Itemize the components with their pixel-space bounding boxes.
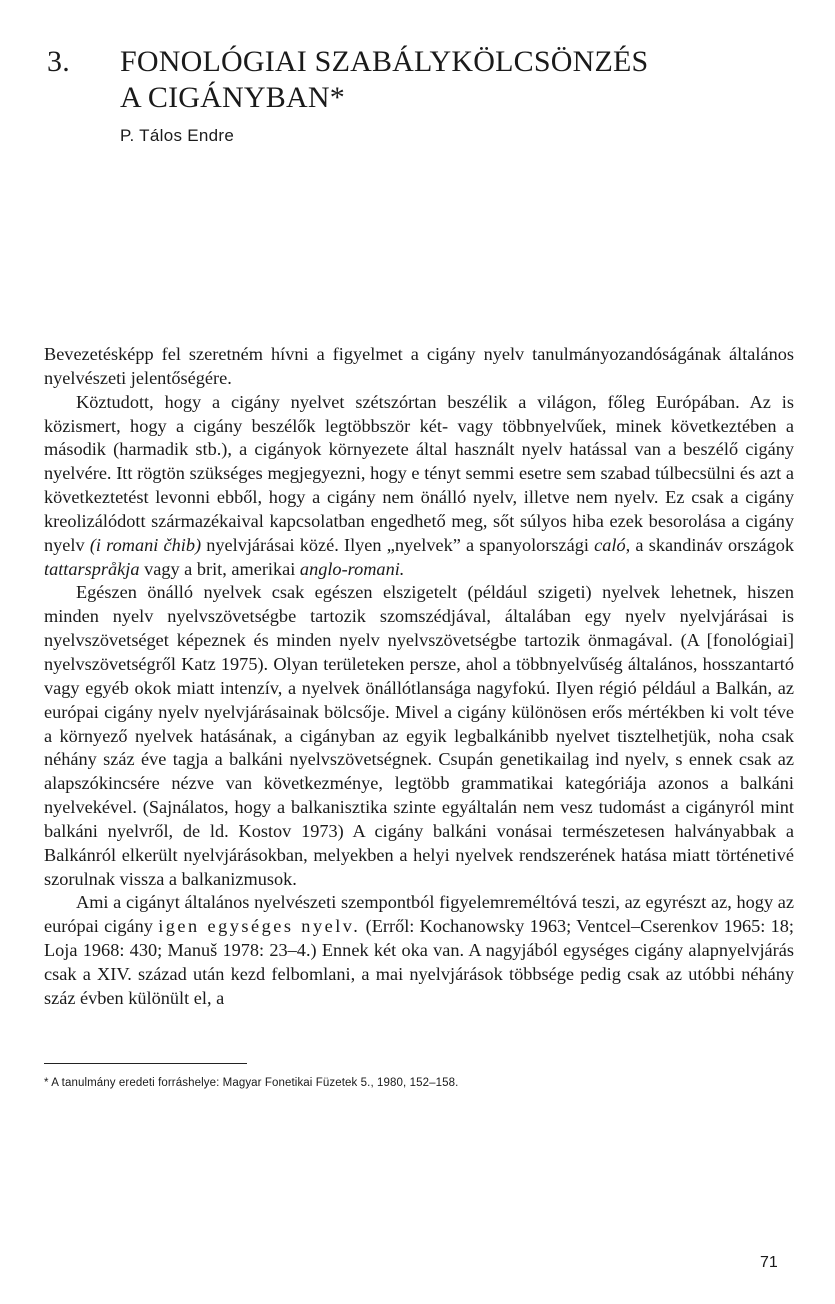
paragraph-4-spaced-emphasis: igen egységes nyelv. [158, 916, 361, 937]
chapter-number: 3. [47, 45, 70, 78]
paragraph-4 [44, 891, 794, 1010]
paragraph-2-text-c: a skandináv országok [635, 534, 794, 555]
paragraph-2-italic-calo: caló, [594, 534, 631, 555]
paragraph-2-italic-romani: (i romani čhib) [89, 534, 202, 555]
paragraph-1: Bevezetésképp fel szeretném hívni a figyelmet a cigány nyelv tanulmányozandóságának általános nyelvészeti jelentőségére. [44, 344, 794, 388]
body-text [44, 343, 794, 1011]
chapter-title-line1: FONOLÓGIAI SZABÁLYKÖLCSÖNZÉS [120, 45, 649, 78]
page-number: 71 [760, 1254, 778, 1271]
chapter-title-line2: A CIGÁNYBAN* [120, 81, 345, 114]
paragraph-3: Egészen önálló nyelvek csak egészen elszigetelt (például szigeti) nyelvek lehetnek, hiszen minden nyelv nyelvszövetségbe tartozik szomszédjával, általában egy nyelv nyelvjárásai is nyelvszövetséget képeznek és minden nyelv nyelvszövetségbe tartozik önmagával. (A [fonológiai] nyelvszövetségről Katz 1975). Olyan területeken persze, ahol a többnyelvűség általános, hosszantartó vagy egyéb okok miatt intenzív, a nyelvek önállótlansága nagyfokú. Ilyen régió például a Balkán, az európai cigány nyelv nyelvjárásainak bölcsője. Mivel a cigány különösen erős mértékben ki volt téve a környező nyelvek hatásának, a cigányban az egyik legbalkánibb nyelvet tisztelhetjük, noha csak néhány száz éve tagja a balkáni nyelvszövetségnek. Csupán genetikailag ind nyelv, s ennek csak az alapszókincsére nézve van következménye, legtöbb grammatikai kategóriája azonos a balkáni nyelvekével. (Sajnálatos, hogy a balkanisztika szinte egyáltalán nem vesz tudomást a cigányról mint balkáni nyelvről, de ld. Kostov 1973) A cigány balkáni vonásai természetesen halványabbak a Balkánról elkerült nyelvjárásokban, melyekben a helyi nyelvek rendszerének hatása miatt történetivé szorulnak vissza a balkanizmusok. [44, 582, 794, 889]
paragraph-2-text-d: vagy a brit, amerikai [144, 558, 296, 579]
paragraph-2-text-b: nyelvjárásai közé. Ilyen „nyelvek” a spanyolországi [206, 534, 589, 555]
paragraph-2-italic-tattar: tattarspråkja [44, 558, 140, 579]
footnote: * A tanulmány eredeti forráshelye: Magyar Fonetikai Füzetek 5., 1980, 152–158. [44, 1077, 459, 1089]
paragraph-4-text-b: (Erről: Kochanowsky 1963; Ventcel–Cserenkov 1965: 18; Loja 1968: 430; Manuš 1978: 23–4.) Ennek két oka van. A nagyjából egységes cigány alapnyelvjárás csak a XIV. század után kezd felbomlani, a mai nyelvjárások többsége pedig csak az utóbbi néhány száz évben különült el, a [44, 916, 795, 1008]
paragraph-4-text-a: Ami a cigányt általános nyelvészeti szempontból figyelemreméltóvá teszi, az egyrészt az, hogy az európai cigány [44, 892, 794, 937]
paragraph-2-text-a: Köztudott, hogy a cigány nyelvet szétszórtan beszélik a világon, főleg Európában. Az is közismert, hogy a cigány beszélők legtöbbször két- vagy többnyelvűek, minek következtében a második (harmadik stb.), a cigányok környezete által használt nyelv hatással van a beszélő cigány nyelvére. Itt rögtön szükséges megjegyezni, hogy e tényt semmi esetre sem szabad túlbecsülni és azt a következtetést levonni ebből, hogy a cigány nem önálló nyelv, illetve nem nyelv. Ez csak a cigány kreolizálódott származékaival kapcsolatban engedhető meg, sőt súlyos hiba ezek besorolása a cigány nyelv [44, 391, 794, 555]
paragraph-2-italic-anglo: anglo-romani. [299, 558, 405, 579]
paragraph-2 [44, 391, 794, 582]
footnote-divider [44, 1063, 247, 1064]
author-name: P. Tálos Endre [120, 126, 235, 145]
chapter-title [120, 44, 648, 116]
